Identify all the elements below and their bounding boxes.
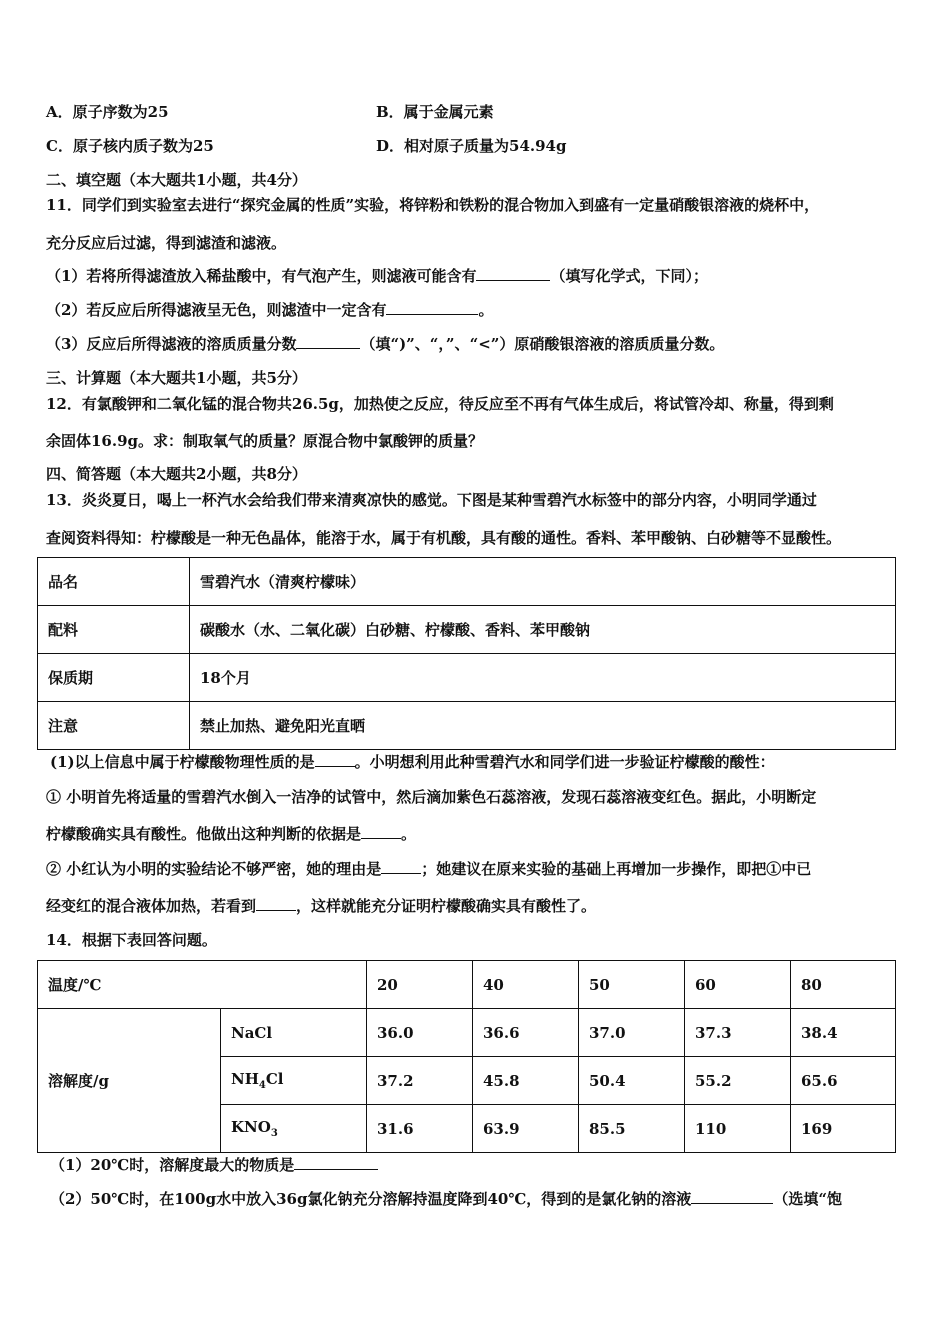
option-b: B．属于金属元素 bbox=[376, 103, 494, 121]
temp-cell: 80 bbox=[791, 961, 896, 1009]
table-row bbox=[38, 961, 896, 1009]
q12-stem-line2: 余固体16.9g。求：制取氧气的质量？原混合物中氯酸钾的质量？ bbox=[46, 432, 484, 450]
q11-stem-line2: 充分反应后过滤，得到滤渣和滤液。 bbox=[46, 234, 287, 252]
label-value: 碳酸水（水、二氧化碳）白砂糖、柠檬酸、香料、苯甲酸钠 bbox=[190, 606, 896, 654]
value-cell: 36.0 bbox=[367, 1009, 473, 1057]
q14-blank1[interactable] bbox=[294, 1155, 378, 1170]
q11-stem-line1: 11．同学们到实验室去进行“探究金属的性质”实验，将锌粉和铁粉的混合物加入到盛有一定量硝酸银溶液的烧杯中， bbox=[46, 196, 820, 214]
formula-part: Cl bbox=[265, 1070, 284, 1088]
q11-part3-text: （3）反应后所得滤液的溶质质量分数 bbox=[46, 335, 297, 353]
formula-subscript: 4 bbox=[258, 1080, 266, 1091]
q13-sub3-text2: 经变红的混合液体加热，若看到 bbox=[46, 897, 257, 915]
q11-blank1[interactable] bbox=[476, 266, 550, 281]
section-heading-calc: 三、计算题（本大题共1小题，共5分） bbox=[46, 369, 307, 387]
q13-sub3-text: ② 小红认为小明的实验结论不够严密，她的理由是 bbox=[46, 860, 382, 878]
q13-blank3[interactable] bbox=[381, 859, 421, 874]
temp-cell: 50 bbox=[579, 961, 685, 1009]
sprite-label-table bbox=[37, 557, 896, 750]
q14-part2-tail: （选填“饱 bbox=[773, 1190, 842, 1208]
q11-part2-tail: 。 bbox=[478, 301, 494, 319]
value-cell: 37.2 bbox=[367, 1057, 473, 1105]
q14-part2-text: （2）50℃时，在100g水中放入36g氯化钠充分溶解持温度降到40℃，得到的是氯化钠的溶液 bbox=[50, 1190, 692, 1208]
q13-stem-line1: 13．炎炎夏日，喝上一杯汽水会给我们带来清爽凉快的感觉。下图是某种雪碧汽水标签中的部分内容，小明同学通过 bbox=[46, 491, 817, 509]
substance-name bbox=[221, 1105, 367, 1153]
q11-part1 bbox=[46, 266, 708, 286]
q14-blank2[interactable] bbox=[691, 1189, 773, 1204]
q11-part2-text: （2）若反应后所得滤液呈无色，则滤渣中一定含有 bbox=[46, 301, 387, 319]
value-cell: 50.4 bbox=[579, 1057, 685, 1105]
label-value: 禁止加热、避免阳光直晒 bbox=[190, 702, 896, 750]
q14-part1 bbox=[50, 1155, 378, 1175]
q11-blank2[interactable] bbox=[386, 300, 478, 315]
q13-sub3-line2 bbox=[46, 896, 596, 916]
solubility-table bbox=[37, 960, 896, 1153]
value-cell: 65.6 bbox=[791, 1057, 896, 1105]
value-cell: 36.6 bbox=[473, 1009, 579, 1057]
q11-part3-tail: （填“)”、“，”、“<”）原硝酸银溶液的溶质质量分数。 bbox=[360, 335, 725, 353]
option-a: A．原子序数为25 bbox=[46, 103, 169, 121]
formula-part: KNO bbox=[231, 1118, 271, 1136]
q13-sub1 bbox=[50, 752, 775, 772]
table-row bbox=[38, 654, 896, 702]
label-key: 品名 bbox=[38, 558, 190, 606]
q13-blank1[interactable] bbox=[315, 752, 355, 767]
q11-part1-text: （1）若将所得滤渣放入稀盐酸中，有气泡产生，则滤液可能含有 bbox=[46, 267, 477, 285]
formula-part: NH bbox=[231, 1070, 259, 1088]
option-d: D．相对原子质量为54.94g bbox=[376, 137, 567, 155]
q11-blank3[interactable] bbox=[296, 334, 360, 349]
q13-sub3-tail2: ，这样就能充分证明柠檬酸确实具有酸性了。 bbox=[296, 897, 597, 915]
value-cell: 55.2 bbox=[685, 1057, 791, 1105]
table-row bbox=[38, 606, 896, 654]
label-key: 注意 bbox=[38, 702, 190, 750]
option-c: C．原子核内质子数为25 bbox=[46, 137, 214, 155]
value-cell: 169 bbox=[791, 1105, 896, 1153]
q11-part2 bbox=[46, 300, 493, 320]
temp-cell: 20 bbox=[367, 961, 473, 1009]
substance-name bbox=[221, 1057, 367, 1105]
q13-sub2-text: 柠檬酸确实具有酸性。他做出这种判断的依据是 bbox=[46, 825, 362, 843]
temp-header: 温度/℃ bbox=[38, 961, 367, 1009]
q13-stem-line2: 查阅资料得知：柠檬酸是一种无色晶体，能溶于水，属于有机酸，具有酸的通性。香料、苯甲酸钠、白砂糖等不显酸性。 bbox=[46, 529, 842, 547]
value-cell: 45.8 bbox=[473, 1057, 579, 1105]
q13-sub3-tail: ；她建议在原来实验的基础上再增加一步操作，即把①中已 bbox=[421, 860, 812, 878]
q13-sub2-tail: 。 bbox=[401, 825, 417, 843]
value-cell: 37.3 bbox=[685, 1009, 791, 1057]
table-row bbox=[38, 558, 896, 606]
section-heading-short-answer: 四、简答题（本大题共2小题，共8分） bbox=[46, 465, 307, 483]
q14-part2 bbox=[50, 1189, 842, 1209]
solubility-header: 溶解度/g bbox=[38, 1009, 221, 1153]
q13-sub1-tail: 。小明想利用此种雪碧汽水和同学们进一步验证柠檬酸的酸性： bbox=[354, 753, 775, 771]
q11-part3 bbox=[46, 334, 724, 354]
q13-blank4[interactable] bbox=[256, 896, 296, 911]
value-cell: 38.4 bbox=[791, 1009, 896, 1057]
q12-stem-line1: 12．有氯酸钾和二氧化锰的混合物共26.5g，加热使之反应，待反应至不再有气体生成后，将试管冷却、称量，得到剩 bbox=[46, 395, 834, 413]
value-cell: 63.9 bbox=[473, 1105, 579, 1153]
q13-sub1-text: (1)以上信息中属于柠檬酸物理性质的是 bbox=[50, 753, 315, 771]
label-key: 配料 bbox=[38, 606, 190, 654]
value-cell: 37.0 bbox=[579, 1009, 685, 1057]
q13-sub2-line1: ① 小明首先将适量的雪碧汽水倒入一洁净的试管中，然后滴加紫色石蕊溶液，发现石蕊溶液变红色。据此，小明断定 bbox=[46, 788, 817, 806]
q13-sub2-line2 bbox=[46, 824, 416, 844]
q13-blank2[interactable] bbox=[361, 824, 401, 839]
q14-intro: 14．根据下表回答问题。 bbox=[46, 931, 217, 949]
label-key: 保质期 bbox=[38, 654, 190, 702]
temp-cell: 60 bbox=[685, 961, 791, 1009]
label-value: 雪碧汽水（清爽柠檬味） bbox=[190, 558, 896, 606]
temp-cell: 40 bbox=[473, 961, 579, 1009]
q11-part1-tail: （填写化学式，下同）； bbox=[550, 267, 708, 285]
substance-name: NaCl bbox=[221, 1009, 367, 1057]
q13-sub3-line1 bbox=[46, 859, 811, 879]
value-cell: 85.5 bbox=[579, 1105, 685, 1153]
formula-subscript: 3 bbox=[270, 1128, 278, 1139]
value-cell: 31.6 bbox=[367, 1105, 473, 1153]
value-cell: 110 bbox=[685, 1105, 791, 1153]
table-row bbox=[38, 702, 896, 750]
section-heading-fill-in: 二、填空题（本大题共1小题，共4分） bbox=[46, 171, 307, 189]
table-row bbox=[38, 1009, 896, 1057]
label-value: 18个月 bbox=[190, 654, 896, 702]
q14-part1-text: （1）20℃时，溶解度最大的物质是 bbox=[50, 1156, 295, 1174]
